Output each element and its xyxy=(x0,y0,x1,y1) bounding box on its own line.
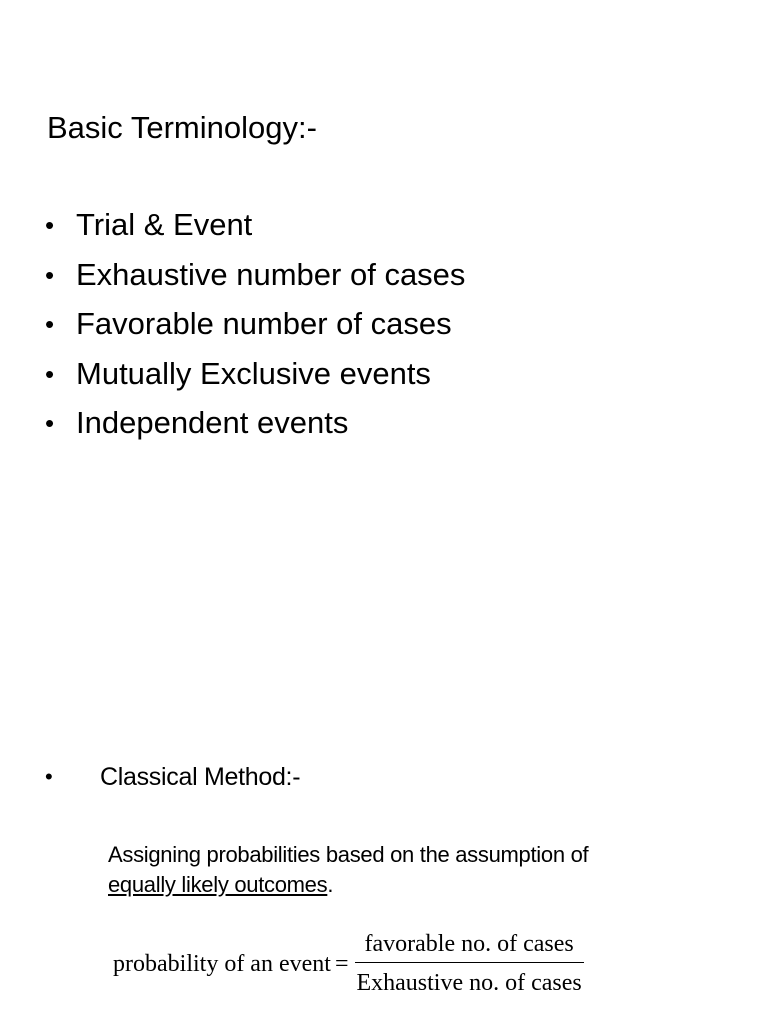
equals-sign: = xyxy=(334,951,349,977)
classical-method-heading xyxy=(45,759,300,795)
list-item xyxy=(45,255,465,305)
formula-lhs: probability of an event xyxy=(113,951,331,977)
term-label: Favorable number of cases xyxy=(76,306,452,341)
list-item xyxy=(45,403,465,453)
term-label: Independent events xyxy=(76,405,349,440)
bullet-icon: • xyxy=(45,764,53,789)
probability-formula xyxy=(113,930,584,999)
method-description xyxy=(108,840,588,900)
description-period: . xyxy=(327,872,334,897)
bullet-icon: • xyxy=(45,309,55,339)
description-line xyxy=(108,870,588,900)
term-label: Exhaustive number of cases xyxy=(76,256,466,292)
term-label: Mutually Exclusive events xyxy=(76,355,431,391)
bullet-icon: • xyxy=(45,408,55,438)
bullet-icon: • xyxy=(45,358,55,389)
bullet-icon: • xyxy=(45,259,55,290)
bullet-icon: • xyxy=(45,210,55,240)
list-item xyxy=(45,304,465,354)
list-item xyxy=(45,205,465,255)
section-heading: Basic Terminology:- xyxy=(47,110,317,145)
term-label: Trial & Event xyxy=(76,207,253,242)
fraction-numerator: favorable no. of cases xyxy=(355,930,584,963)
formula-fraction xyxy=(354,930,583,999)
fraction-denominator: Exhaustive no. of cases xyxy=(356,970,582,996)
terminology-list xyxy=(45,205,465,453)
method-title: Classical Method:- xyxy=(100,763,301,791)
underlined-phrase: equally likely outcomes xyxy=(108,872,328,897)
description-line: Assigning probabilities based on the assumption of xyxy=(108,842,589,867)
list-item xyxy=(45,354,465,404)
